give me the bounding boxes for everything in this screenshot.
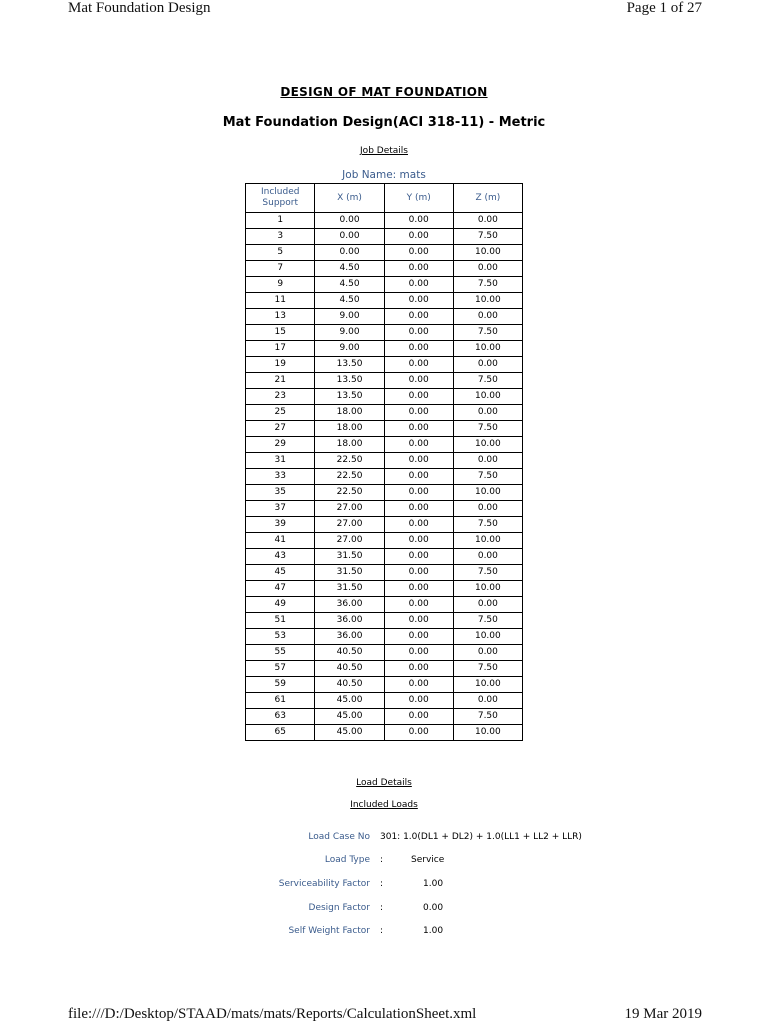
z-coordinate-cell: 0.00 (453, 501, 522, 517)
support-number-cell: 27 (246, 421, 315, 437)
x-coordinate-cell: 22.50 (315, 485, 384, 501)
z-coordinate-cell: 10.00 (453, 245, 522, 261)
colon: : (380, 879, 384, 889)
table-row (246, 389, 523, 405)
table-row (246, 341, 523, 357)
serviceability-value: 1.00 (423, 879, 444, 889)
x-coordinate-cell: 40.50 (315, 645, 384, 661)
print-date: 19 Mar 2019 (624, 1006, 702, 1022)
z-coordinate-cell: 10.00 (453, 629, 522, 645)
table-header-row (246, 184, 523, 213)
z-coordinate-cell: 10.00 (453, 485, 522, 501)
x-coordinate-cell: 31.50 (315, 581, 384, 597)
table-row (246, 709, 523, 725)
y-coordinate-cell: 0.00 (384, 709, 453, 725)
x-coordinate-cell: 4.50 (315, 261, 384, 277)
z-coordinate-cell: 7.50 (453, 421, 522, 437)
z-coordinate-cell: 0.00 (453, 261, 522, 277)
table-row (246, 325, 523, 341)
support-number-cell: 57 (246, 661, 315, 677)
y-coordinate-cell: 0.00 (384, 581, 453, 597)
table-row (246, 277, 523, 293)
table-row (246, 533, 523, 549)
support-number-cell: 49 (246, 597, 315, 613)
load-type-value: Service (411, 855, 445, 865)
x-coordinate-cell: 45.00 (315, 709, 384, 725)
x-coordinate-cell: 18.00 (315, 421, 384, 437)
support-number-cell: 13 (246, 309, 315, 325)
table-row (246, 293, 523, 309)
table-row (246, 405, 523, 421)
support-number-cell: 9 (246, 277, 315, 293)
x-coordinate-cell: 9.00 (315, 309, 384, 325)
y-coordinate-cell: 0.00 (384, 469, 453, 485)
table-row (246, 565, 523, 581)
support-number-cell: 21 (246, 373, 315, 389)
z-coordinate-cell: 0.00 (453, 357, 522, 373)
table-row (246, 245, 523, 261)
table-row (246, 677, 523, 693)
y-coordinate-cell: 0.00 (384, 277, 453, 293)
design-factor-label: Design Factor (308, 903, 370, 913)
y-coordinate-cell: 0.00 (384, 357, 453, 373)
y-coordinate-cell: 0.00 (384, 661, 453, 677)
supports-table (245, 183, 523, 741)
y-coordinate-cell: 0.00 (384, 485, 453, 501)
z-coordinate-cell: 0.00 (453, 549, 522, 565)
y-coordinate-cell: 0.00 (384, 517, 453, 533)
z-coordinate-cell: 0.00 (453, 405, 522, 421)
colon: : (380, 903, 384, 913)
x-coordinate-cell: 40.50 (315, 677, 384, 693)
y-coordinate-cell: 0.00 (384, 421, 453, 437)
support-number-cell: 51 (246, 613, 315, 629)
supports-table-body (246, 213, 523, 741)
y-coordinate-cell: 0.00 (384, 261, 453, 277)
table-row (246, 213, 523, 229)
support-number-cell: 39 (246, 517, 315, 533)
y-coordinate-cell: 0.00 (384, 549, 453, 565)
y-coordinate-cell: 0.00 (384, 565, 453, 581)
x-coordinate-cell: 27.00 (315, 501, 384, 517)
z-coordinate-cell: 10.00 (453, 389, 522, 405)
z-coordinate-cell: 7.50 (453, 325, 522, 341)
page-number: Page 1 of 27 (626, 0, 702, 16)
support-number-cell: 33 (246, 469, 315, 485)
z-coordinate-cell: 0.00 (453, 309, 522, 325)
table-row (246, 501, 523, 517)
x-coordinate-cell: 27.00 (315, 533, 384, 549)
z-coordinate-cell: 7.50 (453, 517, 522, 533)
x-coordinate-cell: 27.00 (315, 517, 384, 533)
x-coordinate-cell: 0.00 (315, 213, 384, 229)
x-coordinate-cell: 0.00 (315, 229, 384, 245)
support-number-cell: 17 (246, 341, 315, 357)
y-coordinate-cell: 0.00 (384, 645, 453, 661)
z-coordinate-cell: 10.00 (453, 725, 522, 741)
serviceability-label: Serviceability Factor (278, 879, 370, 889)
y-coordinate-cell: 0.00 (384, 501, 453, 517)
header-z: Z (m) (453, 184, 522, 213)
self-weight-row (0, 924, 768, 938)
z-coordinate-cell: 7.50 (453, 229, 522, 245)
x-coordinate-cell: 0.00 (315, 245, 384, 261)
support-number-cell: 7 (246, 261, 315, 277)
self-weight-value: 1.00 (423, 926, 444, 936)
x-coordinate-cell: 31.50 (315, 549, 384, 565)
load-type-row (0, 853, 768, 867)
z-coordinate-cell: 10.00 (453, 341, 522, 357)
y-coordinate-cell: 0.00 (384, 437, 453, 453)
y-coordinate-cell: 0.00 (384, 597, 453, 613)
serviceability-row (0, 877, 768, 891)
support-number-cell: 29 (246, 437, 315, 453)
z-coordinate-cell: 7.50 (453, 277, 522, 293)
support-number-cell: 43 (246, 549, 315, 565)
x-coordinate-cell: 13.50 (315, 357, 384, 373)
job-name: Job Name: mats (342, 169, 426, 181)
y-coordinate-cell: 0.00 (384, 245, 453, 261)
header-y: Y (m) (384, 184, 453, 213)
support-number-cell: 53 (246, 629, 315, 645)
table-row (246, 629, 523, 645)
table-row (246, 373, 523, 389)
table-row (246, 725, 523, 741)
z-coordinate-cell: 7.50 (453, 613, 522, 629)
support-number-cell: 37 (246, 501, 315, 517)
x-coordinate-cell: 13.50 (315, 373, 384, 389)
y-coordinate-cell: 0.00 (384, 677, 453, 693)
x-coordinate-cell: 13.50 (315, 389, 384, 405)
table-row (246, 549, 523, 565)
document-title: DESIGN OF MAT FOUNDATION (280, 85, 488, 99)
document-subtitle: Mat Foundation Design(ACI 318-11) - Metric (222, 115, 546, 130)
z-coordinate-cell: 0.00 (453, 453, 522, 469)
x-coordinate-cell: 4.50 (315, 293, 384, 309)
y-coordinate-cell: 0.00 (384, 309, 453, 325)
colon: : (380, 855, 384, 865)
z-coordinate-cell: 0.00 (453, 645, 522, 661)
table-row (246, 469, 523, 485)
z-coordinate-cell: 10.00 (453, 533, 522, 549)
z-coordinate-cell: 10.00 (453, 677, 522, 693)
y-coordinate-cell: 0.00 (384, 341, 453, 357)
x-coordinate-cell: 31.50 (315, 565, 384, 581)
file-path: file:///D:/Desktop/STAAD/mats/mats/Reports/CalculationSheet.xml (68, 1006, 477, 1022)
support-number-cell: 47 (246, 581, 315, 597)
header-x: X (m) (315, 184, 384, 213)
y-coordinate-cell: 0.00 (384, 629, 453, 645)
support-number-cell: 45 (246, 565, 315, 581)
y-coordinate-cell: 0.00 (384, 405, 453, 421)
header-included-support: Included Support (246, 184, 315, 213)
support-number-cell: 55 (246, 645, 315, 661)
table-row (246, 693, 523, 709)
y-coordinate-cell: 0.00 (384, 213, 453, 229)
y-coordinate-cell: 0.00 (384, 693, 453, 709)
x-coordinate-cell: 45.00 (315, 725, 384, 741)
x-coordinate-cell: 40.50 (315, 661, 384, 677)
load-type-label: Load Type (324, 855, 370, 865)
y-coordinate-cell: 0.00 (384, 725, 453, 741)
x-coordinate-cell: 18.00 (315, 405, 384, 421)
support-number-cell: 31 (246, 453, 315, 469)
x-coordinate-cell: 9.00 (315, 325, 384, 341)
x-coordinate-cell: 9.00 (315, 341, 384, 357)
x-coordinate-cell: 4.50 (315, 277, 384, 293)
z-coordinate-cell: 7.50 (453, 709, 522, 725)
y-coordinate-cell: 0.00 (384, 453, 453, 469)
y-coordinate-cell: 0.00 (384, 293, 453, 309)
z-coordinate-cell: 10.00 (453, 293, 522, 309)
colon: : (380, 926, 384, 936)
support-number-cell: 25 (246, 405, 315, 421)
included-loads-label: Included Loads (350, 800, 418, 810)
y-coordinate-cell: 0.00 (384, 389, 453, 405)
support-number-cell: 23 (246, 389, 315, 405)
x-coordinate-cell: 22.50 (315, 469, 384, 485)
load-details-label: Load Details (356, 778, 412, 788)
job-details-label: Job Details (360, 146, 408, 156)
table-row (246, 357, 523, 373)
x-coordinate-cell: 36.00 (315, 597, 384, 613)
support-number-cell: 61 (246, 693, 315, 709)
z-coordinate-cell: 0.00 (453, 693, 522, 709)
x-coordinate-cell: 45.00 (315, 693, 384, 709)
z-coordinate-cell: 10.00 (453, 437, 522, 453)
y-coordinate-cell: 0.00 (384, 613, 453, 629)
self-weight-label: Self Weight Factor (288, 926, 370, 936)
table-row (246, 485, 523, 501)
z-coordinate-cell: 10.00 (453, 581, 522, 597)
table-row (246, 421, 523, 437)
support-number-cell: 59 (246, 677, 315, 693)
support-number-cell: 1 (246, 213, 315, 229)
support-number-cell: 3 (246, 229, 315, 245)
support-number-cell: 5 (246, 245, 315, 261)
z-coordinate-cell: 7.50 (453, 565, 522, 581)
x-coordinate-cell: 18.00 (315, 437, 384, 453)
z-coordinate-cell: 7.50 (453, 469, 522, 485)
load-case-row (0, 830, 768, 844)
support-number-cell: 19 (246, 357, 315, 373)
design-factor-row (0, 901, 768, 915)
table-row (246, 517, 523, 533)
support-number-cell: 15 (246, 325, 315, 341)
table-row (246, 661, 523, 677)
load-case-label: Load Case No (308, 832, 370, 842)
z-coordinate-cell: 7.50 (453, 661, 522, 677)
support-number-cell: 35 (246, 485, 315, 501)
y-coordinate-cell: 0.00 (384, 229, 453, 245)
z-coordinate-cell: 7.50 (453, 373, 522, 389)
table-row (246, 597, 523, 613)
z-coordinate-cell: 0.00 (453, 597, 522, 613)
x-coordinate-cell: 36.00 (315, 613, 384, 629)
y-coordinate-cell: 0.00 (384, 325, 453, 341)
table-row (246, 309, 523, 325)
table-row (246, 645, 523, 661)
support-number-cell: 11 (246, 293, 315, 309)
z-coordinate-cell: 0.00 (453, 213, 522, 229)
table-row (246, 437, 523, 453)
support-number-cell: 63 (246, 709, 315, 725)
design-factor-value: 0.00 (423, 903, 444, 913)
table-row (246, 613, 523, 629)
header-title: Mat Foundation Design (68, 0, 211, 16)
table-row (246, 581, 523, 597)
load-case-value: 301: 1.0(DL1 + DL2) + 1.0(LL1 + LL2 + LLR) (380, 832, 582, 842)
y-coordinate-cell: 0.00 (384, 373, 453, 389)
support-number-cell: 41 (246, 533, 315, 549)
table-row (246, 453, 523, 469)
support-number-cell: 65 (246, 725, 315, 741)
table-row (246, 229, 523, 245)
y-coordinate-cell: 0.00 (384, 533, 453, 549)
x-coordinate-cell: 22.50 (315, 453, 384, 469)
x-coordinate-cell: 36.00 (315, 629, 384, 645)
table-row (246, 261, 523, 277)
